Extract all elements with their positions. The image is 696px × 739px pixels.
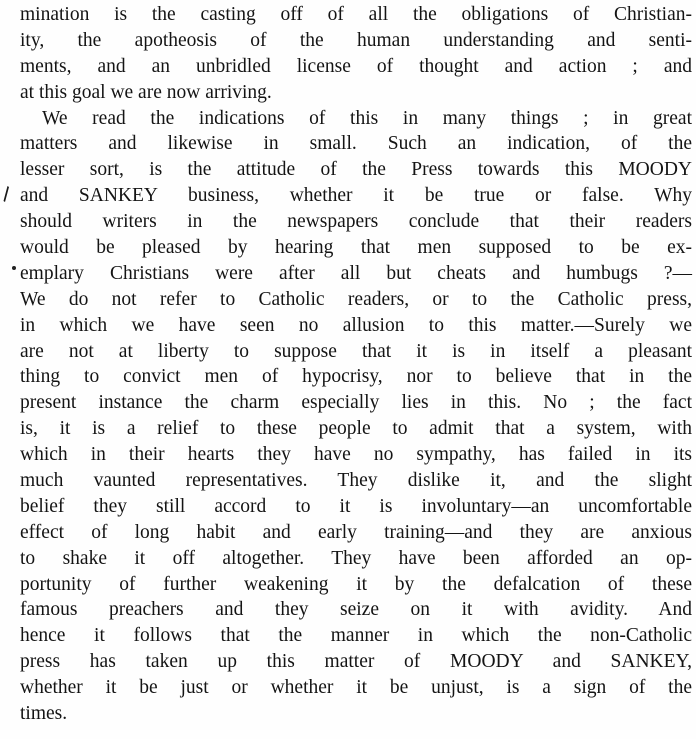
text-line: is, it is a relief to these people to admit that a system, with bbox=[20, 418, 692, 440]
text-line: whether it be just or whether it be unjust, is a sign of the bbox=[20, 677, 692, 699]
text-line: are not at liberty to suppose that it is in itself a pleasant bbox=[20, 340, 692, 362]
text-line: effect of long habit and early training—and they are anxious bbox=[20, 521, 692, 543]
text-line: and SANKEY business, whether it be true or false. Why bbox=[20, 185, 692, 207]
text-line: We do not refer to Catholic readers, or to the Catholic press, bbox=[20, 288, 692, 310]
text-line: belief they still accord to it is involuntary—an uncomfortable bbox=[20, 495, 692, 517]
body-text bbox=[20, 2, 692, 727]
text-line: to shake it off altogether. They have been afforded an op- bbox=[20, 547, 692, 569]
text-line: in which we have seen no allusion to this matter.—Surely we bbox=[20, 314, 692, 336]
margin-pencil-mark-icon bbox=[3, 186, 9, 202]
text-line: ments, and an unbridled license of thought and action ; and bbox=[20, 55, 692, 77]
text-line: times. bbox=[20, 703, 68, 725]
paragraph-first-line: We read the indications of this in many things ; in great bbox=[42, 107, 692, 129]
margin-dot-mark-icon bbox=[12, 266, 16, 270]
text-line: should writers in the newspapers conclude that their readers bbox=[20, 211, 692, 233]
text-line: famous preachers and they seize on it with avidity. And bbox=[20, 599, 692, 621]
text-line: press has taken up this matter of MOODY and SANKEY, bbox=[20, 651, 692, 673]
text-line: ity, the apotheosis of the human understanding and senti- bbox=[20, 29, 692, 51]
text-line: which in their hearts they have no sympathy, has failed in its bbox=[20, 444, 692, 466]
text-line: much vaunted representatives. They dislike it, and the slight bbox=[20, 470, 692, 492]
text-line: emplary Christians were after all but cheats and humbugs ?— bbox=[20, 262, 692, 284]
text-line: matters and likewise in small. Such an indication, of the bbox=[20, 133, 692, 155]
text-line: would be pleased by hearing that men supposed to be ex- bbox=[20, 237, 692, 259]
text-line: portunity of further weakening it by the defalcation of these bbox=[20, 573, 692, 595]
text-line: present instance the charm especially lies in this. No ; the fact bbox=[20, 392, 692, 414]
text-line: lesser sort, is the attitude of the Press towards this MOODY bbox=[20, 159, 692, 181]
text-line: hence it follows that the manner in which the non-Catholic bbox=[20, 625, 692, 647]
text-line: at this goal we are now arriving. bbox=[20, 81, 272, 103]
text-line: thing to convict men of hypocrisy, nor to believe that in the bbox=[20, 366, 692, 388]
text-line: mination is the casting off of all the obligations of Christian- bbox=[20, 4, 692, 25]
